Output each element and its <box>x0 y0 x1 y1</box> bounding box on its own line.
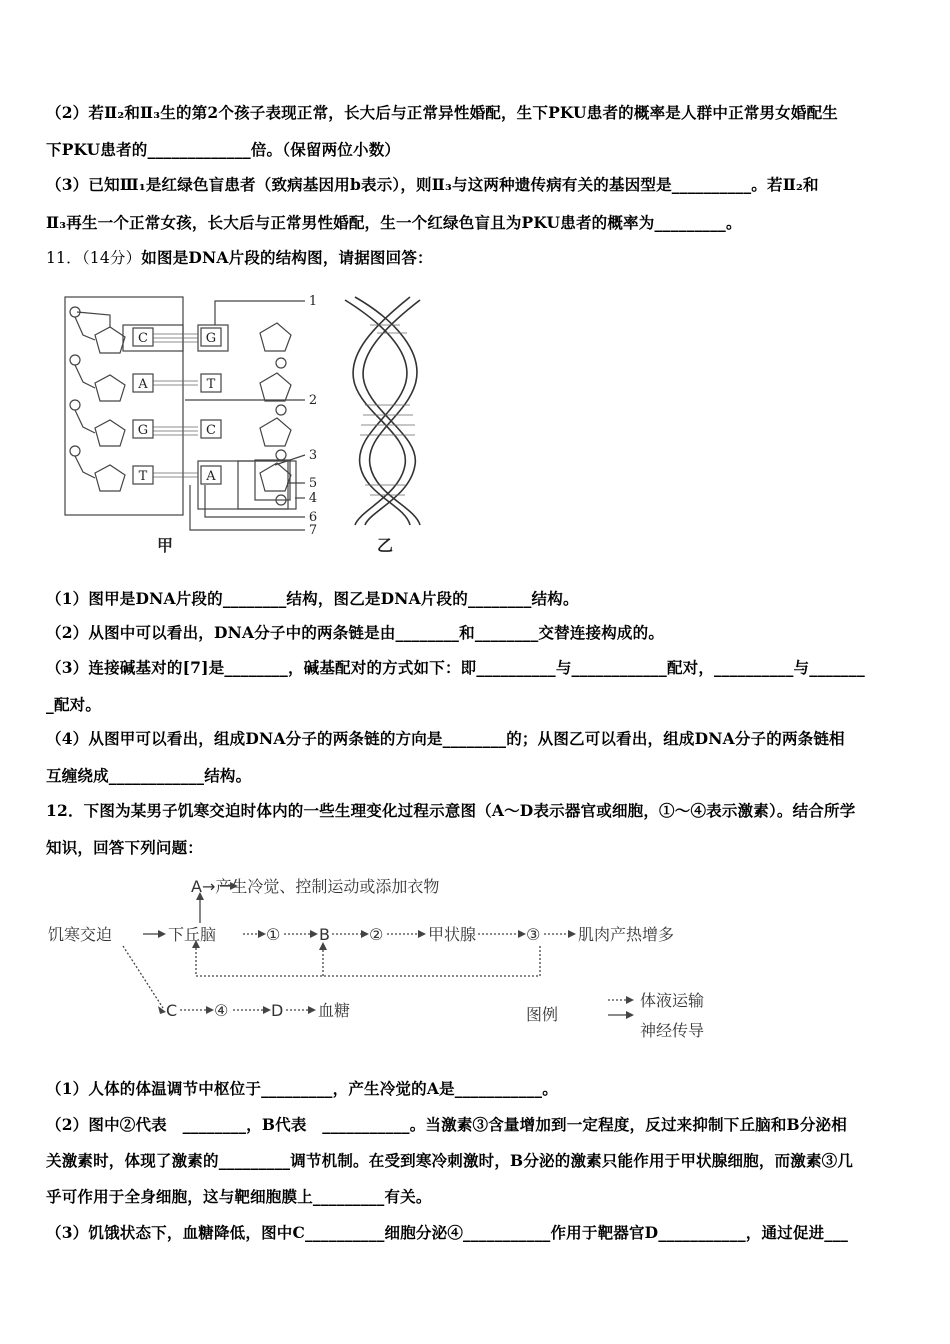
q10-3-line2: Ⅱ₃再生一个正常女孩，长大后与正常男性婚配，生一个红绿色盲且为PKU患者的概率为_________。 <box>46 213 742 232</box>
right-base-2: T <box>206 377 216 392</box>
left-base-1: C <box>138 331 148 346</box>
right-base-3: C <box>206 423 216 438</box>
q11-2: （2）从图中可以看出，DNA分子中的两条链是由________和________交替连接构成的。 <box>46 623 665 642</box>
d-node: D <box>271 1001 284 1020</box>
a-line: A→产生冷觉、控制运动或添加衣物 <box>191 877 440 896</box>
result-node: 肌肉产热增多 <box>578 925 675 944</box>
label-4: 4 <box>308 491 318 506</box>
label-2: 2 <box>308 393 318 408</box>
q10-3-line1: （3）已知Ⅲ₁是红绿色盲患者（致病基因用b表示），则Ⅱ₃与这两种遗传病有关的基因型是__________。若Ⅱ₂和 <box>46 175 819 194</box>
hormone-4: ④ <box>214 1001 229 1020</box>
q11-4-line1: （4）从图甲可以看出，组成DNA分子的两条链的方向是________的；从图乙可以看出，组成DNA分子的两条链相 <box>46 729 845 748</box>
legend-nerve: 神经传导 <box>640 1021 705 1040</box>
q11-1: （1）图甲是DNA片段的________结构，图乙是DNA片段的________结构。 <box>46 589 579 608</box>
b-node: B <box>319 925 330 944</box>
left-base-2: A <box>138 377 148 392</box>
hormone-1: ① <box>266 925 281 944</box>
label-1: 1 <box>308 294 318 309</box>
double-helix <box>345 297 420 525</box>
start-node: 饥寒交迫 <box>48 925 113 944</box>
label-6: 6 <box>308 510 318 525</box>
legend-fluid: 体液运输 <box>640 991 705 1010</box>
q11-3-line1: （3）连接碱基对的[7]是________，碱基配对的方式如下：即__________与____________配对，__________与_______ <box>46 658 865 677</box>
c-node: C <box>166 1001 178 1020</box>
q12-2-line1: （2）图中②代表 ________，B代表 ___________。当激素③含量增加到一定程度，反过来抑制下丘脑和B分泌相 <box>46 1115 847 1134</box>
hormone-flow-diagram <box>48 868 718 1048</box>
right-base-1: G <box>205 331 217 346</box>
label-5: 5 <box>308 476 318 491</box>
hormone-3: ③ <box>526 925 541 944</box>
q10-2-line1: （2）若Ⅱ₂和Ⅱ₃生的第2个孩子表现正常，长大后与正常异性婚配，生下PKU患者的概率是人群中正常男女婚配生 <box>46 103 838 122</box>
q11-4-line2: 互缠绕成____________结构。 <box>46 766 252 785</box>
q12-1: （1）人体的体温调节中枢位于_________，产生冷觉的A是___________。 <box>46 1079 558 1098</box>
right-base-4: A <box>206 469 216 484</box>
q12-line1: 12．下图为某男子饥寒交迫时体内的一些生理变化过程示意图（A～D表示器官或细胞，①～④表示激素）。结合所学 <box>46 801 856 820</box>
q12-2-line2: 关激素时，体现了激素的_________调节机制。在受到寒冷刺激时，B分泌的激素只能作用于甲状腺细胞，而激素③几 <box>46 1151 854 1170</box>
left-base-4: T <box>138 469 148 484</box>
q12-3-line1: （3）饥饿状态下，血糖降低，图中C__________细胞分泌④___________作用于靶器官D___________，通过促进___ <box>46 1223 849 1242</box>
thyroid-node: 甲状腺 <box>428 925 477 944</box>
left-base-3: G <box>137 423 149 438</box>
label-yi: 乙 <box>376 536 394 555</box>
q10-2-line2: 下PKU患者的_____________倍。（保留两位小数） <box>46 140 401 159</box>
q11-3-line2: _配对。 <box>46 695 102 714</box>
q12-line2: 知识，回答下列问题： <box>46 838 204 857</box>
label-7: 7 <box>308 523 318 538</box>
q11-number: 11．（14分） <box>46 249 142 267</box>
left-strand-box <box>65 297 183 515</box>
label-jia: 甲 <box>156 536 174 555</box>
hormone-2: ② <box>369 925 384 944</box>
legend-title: 图例 <box>526 1005 559 1024</box>
dna-structure-figure <box>55 285 475 560</box>
hypothalamus-node: 下丘脑 <box>168 925 217 944</box>
blood-sugar-node: 血糖 <box>318 1001 351 1020</box>
q11-text: 如图是DNA片段的结构图，请据图回答： <box>141 248 433 267</box>
q11-heading <box>46 246 433 268</box>
q12-2-line3: 乎可作用于全身细胞，这与靶细胞膜上_________有关。 <box>46 1187 432 1206</box>
label-3: 3 <box>308 448 318 463</box>
